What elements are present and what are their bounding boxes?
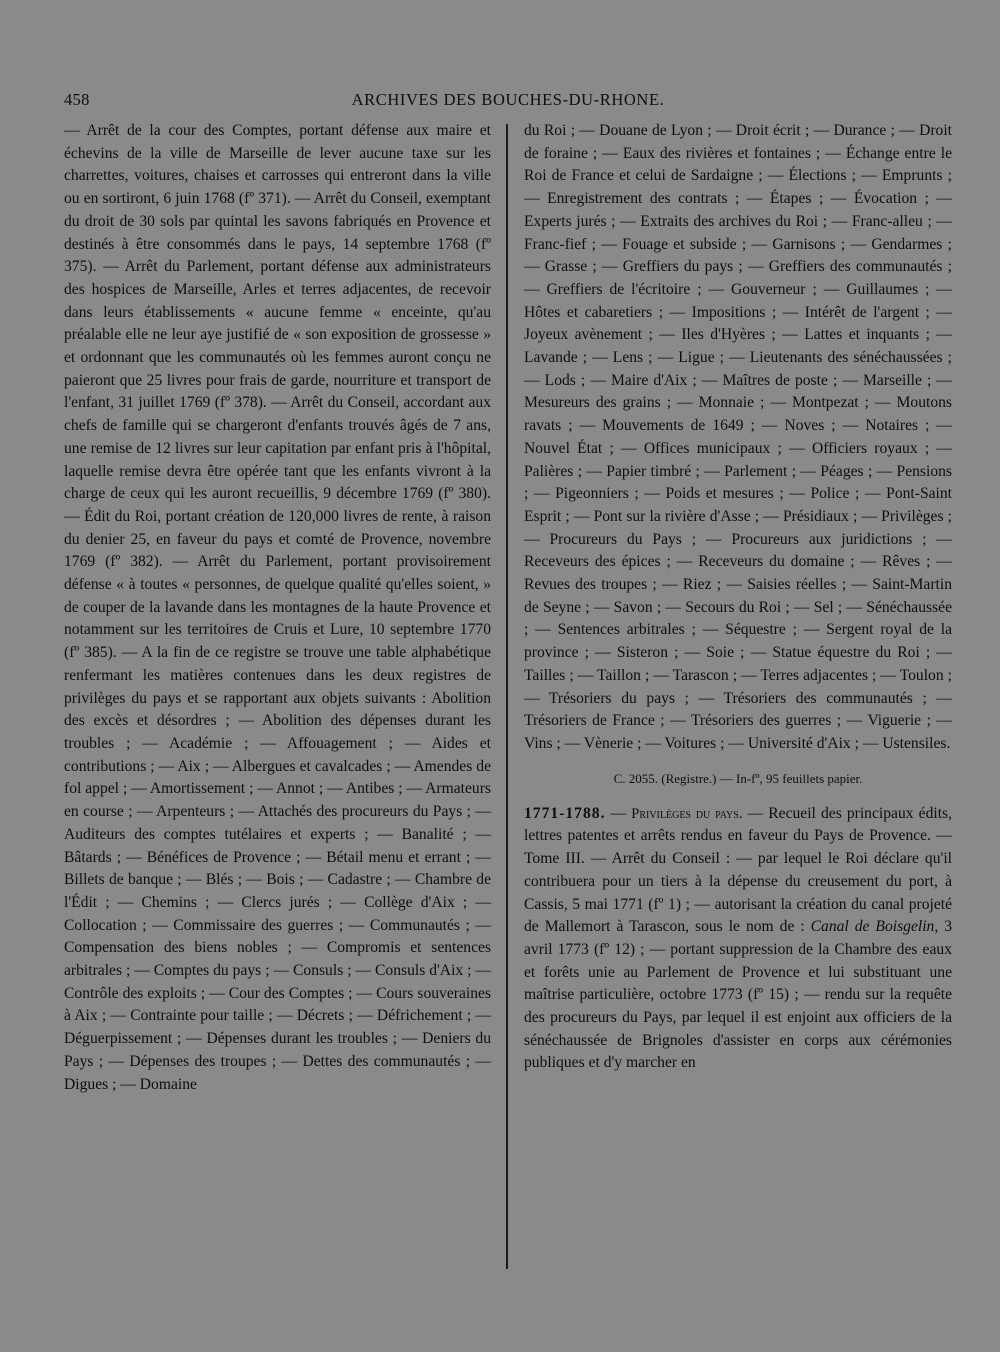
entry-title: Privilèges du pays.: [631, 805, 743, 822]
entry-text-1: — Recueil des principaux édits, lettres patentes et arrêts rendus en faveur du Pays de Provence. — Tome III. — Arrêt du Conseil : — par lequel le Roi déclare qu'il contribuera pour un tiers à la dépense du creusement du port, à Cassis, 5 mai 1771 (fº 1) ; — autorisant la création du canal projeté de Mallemort à Tarascon, sous le nom de :: [524, 804, 952, 936]
entry-text-2: , 3 avril 1773 (fº 12) ; — portant suppression de la Chambre des eaux et forêts unie au Parlement de Provence et lui substituant une maîtrise particulière, octobre 1773 (fº 15) ; — rendu sur la requête des procureurs du Pays, par lequel il est enjoint aux officiers de la sénéchaussée de Brignoles d'assister en corps aux cérémonies publiques et d'y marcher en: [524, 918, 953, 1072]
column-divider: [506, 124, 508, 1269]
page-number: 458: [64, 90, 90, 109]
left-column: [64, 120, 491, 1096]
left-column-text: — Arrêt de la cour des Comptes, portant défense aux maire et échevins de la ville de Marseille de lever aucune taxe sur les charrettes, voitures, chaises et carrosses qui entreront dans la ville ou en sortiront, 6 juin 1768 (fº 371). — Arrêt du Conseil, exemptant du droit de 30 sols par quintal les savons fabriqués en Provence et destinés à être consommés dans le pays, 14 septembre 1768 (fº 375). — Arrêt du Parlement, portant défense aux administrateurs des hospices de Marseille, Arles et terres adjacentes, de recevoir dans leurs établissements « aucune femme « enceinte, qu'au préalable elle ne leur aye justifié de « son exposition de grossesse » et ordonnant que les communautés où les femmes auront conçu ne paieront que 25 livres pour frais de garde, nourriture et transport de l'enfant, 31 juillet 1769 (fº 378). — Arrêt du Conseil, accordant aux chefs de famille qui se chargeront d'enfants trouvés âgés de 7 ans, une remise de 12 livres sur leur capitation par enfant pris à l'hôpital, laquelle remise devra être opérée tant que les enfants vivront à la charge de ceux qui les auront recueillis, 9 décembre 1769 (fº 380). — Édit du Roi, portant création de 120,000 livres de rente, à raison du denier 25, en faveur du pays et comté de Provence, novembre 1769 (fº 382). — Arrêt du Parlement, portant provisoirement défense « à toutes « personnes, de quelque qualité qu'elles soient, » de couper de la lavande dans les montagnes de la haute Provence et notamment sur les territoires de Cruis et Lure, 10 septembre 1770 (fº 385). — A la fin de ce registre se trouve une table alphabétique renfermant les matières contenues dans les deux registres de privilèges du pays et se rapportant aux objets suivants : Abolition des excès et désordres ; — Abolition des dépenses durant les troubles ; — Académie ; — Affouagement ; — Aides et contributions ; — Aix ; — Albergues et cavalcades ; — Amendes de fol appel ; — Amortissement ; — Annot ; — Antibes ; — Armateurs en course ; — Arpenteurs ; — Attachés des procureurs du Pays ; — Auditeurs des comptes tutélaires et experts ; — Banalité ; — Bâtards ; — Bénéfices de Provence ; — Bétail menu et errant ; — Billets de banque ; — Blés ; — Bois ; — Cadastre ; — Chambre de l'Édit ; — Chemins ; — Clercs jurés ; — Collège d'Aix ; — Collocation ; — Commissaire des guerres ; — Communautés ; — Compensation des biens nobles ; — Compromis et sentences arbitrales ; — Comptes du pays ; — Consuls ; — Consuls d'Aix ; — Contrôle des exploits ; — Cour des Comptes ; — Cours souveraines à Aix ; — Contrainte pour taille ; — Décrets ; — Défrichement ; — Déguerpissement ; — Dépenses durant les troubles ; — Deniers du Pays ; — Dépenses des troupes ; — Dettes des communautés ; — Digues ; — Domaine: [64, 122, 491, 1093]
right-column-text: du Roi ; — Douane de Lyon ; — Droit écrit ; — Durance ; — Droit de foraine ; — Eaux des rivières et fontaines ; — Échange entre le Roi de France et celui de Sardaigne ; — Élections ; — Emprunts ; — Enregistrement des contrats ; — Étapes ; — Évocation ; — Experts jurés ; — Extraits des archives du Roi ; — Franc-alleu ; — Franc-fief ; — Fouage et subside ; — Garnisons ; — Gendarmes ; — Grasse ; — Greffiers du pays ; — Greffiers des communautés ; — Greffiers de l'écritoire ; — Gouverneur ; — Guillaumes ; — Hôtes et cabaretiers ; — Impositions ; — Intérêt de l'argent ; — Joyeux avènement ; — Iles d'Hyères ; — Lattes et inquants ; — Lavande ; — Lens ; — Ligue ; — Lieutenants des sénéchaussées ; — Lods ; — Maire d'Aix ; — Maîtres de poste ; — Marseille ; — Mesureurs des grains ; — Monnaie ; — Montpezat ; — Moutons ravats ; — Mouvements de 1649 ; — Noves ; — Notaires ; — Nouvel État ; — Offices municipaux ; — Officiers royaux ; — Palières ; — Papier timbré ; — Parlement ; — Péages ; — Pensions ; — Pigeonniers ; — Poids et mesures ; — Police ; — Pont-Saint Esprit ; — Pont sur la rivière d'Asse ; — Présidiaux ; — Privilèges ; — Procureurs du Pays ; — Procureurs aux juridictions ; — Receveurs des épices ; — Receveurs du domaine ; — Rêves ; — Revues des troupes ; — Riez ; — Saisies réelles ; — Saint-Martin de Seyne ; — Savon ; — Secours du Roi ; — Sel ; — Sénéchaussée ; — Sentences arbitrales ; — Séquestre ; — Sergent royal de la province ; — Sisteron ; — Soie ; — Statue équestre du Roi ; — Tailles ; — Taillon ; — Tarascon ; — Terres adjacentes ; — Toulon ; — Trésoriers du pays ; — Trésoriers des communautés ; — Trésoriers de France ; — Trésoriers des guerres ; — Viguerie ; — Vins ; — Vènerie ; — Voitures ; — Université d'Aix ; — Ustensiles.: [524, 122, 952, 752]
entry-italic-name: Canal de Boisgelin: [810, 918, 935, 936]
running-title: ARCHIVES DES BOUCHES-DU-RHONE.: [351, 90, 665, 109]
entry-date: 1771-1788.: [524, 804, 606, 822]
entry-title-prefix: —: [605, 804, 632, 822]
entry-paragraph: [524, 803, 952, 1075]
page-header: [64, 90, 952, 114]
right-column: [524, 120, 952, 1075]
archive-reference: C. 2055. (Registre.) — In-fº, 95 feuillets papier.: [613, 770, 863, 786]
